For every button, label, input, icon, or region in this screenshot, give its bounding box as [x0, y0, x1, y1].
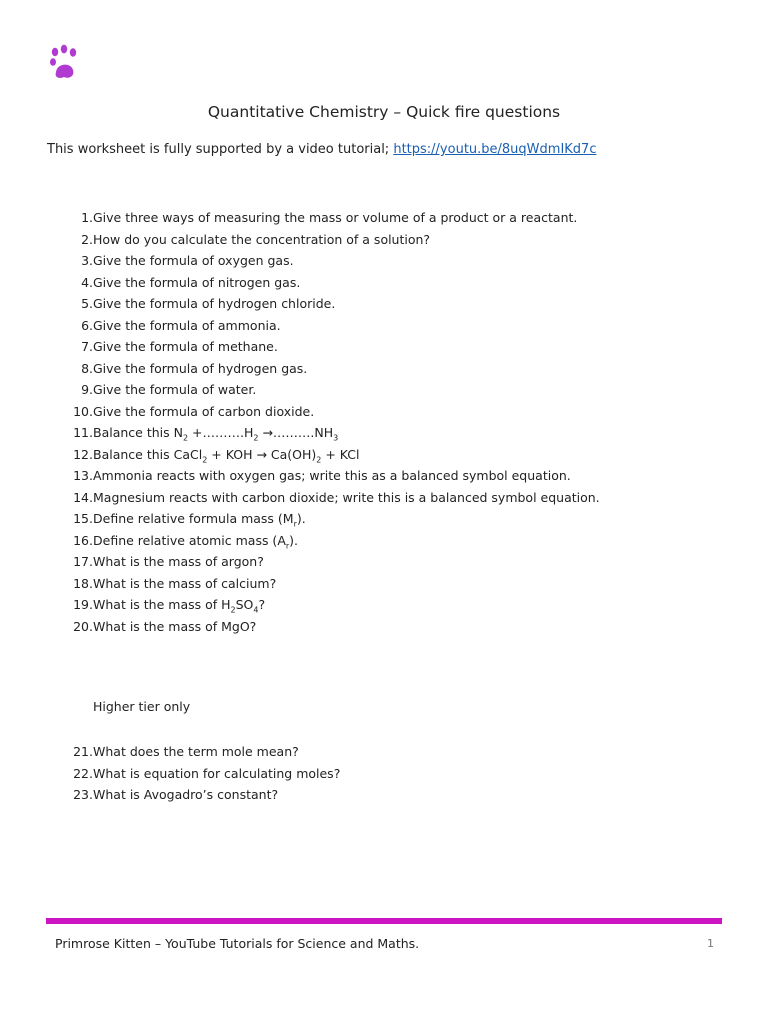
text-run: →……….NH [258, 425, 334, 440]
footer-divider [46, 918, 722, 924]
question-text [93, 422, 338, 444]
question-text: Give the formula of water. [93, 382, 257, 397]
question-number: 6. [81, 317, 93, 333]
question-number: 10. [73, 403, 93, 419]
question-item [60, 293, 600, 315]
question-text [93, 594, 265, 616]
question-item [60, 336, 600, 358]
higher-question-list [60, 741, 340, 806]
question-text: Give the formula of oxygen gas. [93, 253, 294, 268]
question-number: 12. [73, 446, 93, 462]
subscript: 3 [333, 433, 339, 443]
text-run: ? [258, 597, 266, 612]
question-text: How do you calculate the concentration of a solution? [93, 231, 431, 247]
question-item [60, 551, 600, 573]
intro-text: This worksheet is fully supported by a video tutorial; [47, 142, 394, 157]
question-number: 18. [73, 575, 93, 591]
question-number: 11. [73, 425, 93, 440]
question-number: 5. [81, 296, 93, 311]
question-text: What is the mass of MgO? [93, 618, 257, 634]
question-item [60, 272, 600, 294]
question-number: 14. [73, 489, 93, 505]
question-number: 1. [81, 210, 93, 225]
question-number: 9. [81, 382, 93, 397]
question-item [60, 616, 600, 638]
question-number: 8. [81, 360, 93, 376]
text-run: Balance this N [93, 425, 183, 440]
question-number: 3. [81, 253, 93, 268]
question-item [60, 250, 600, 272]
subscript: r [293, 519, 297, 529]
question-number: 19. [73, 597, 93, 612]
question-text: Give three ways of measuring the mass or volume of a product or a reactant. [93, 210, 578, 225]
subscript: 2 [253, 433, 259, 443]
page-title: Quantitative Chemistry – Quick fire questions [207, 103, 561, 121]
text-run: +……….H [188, 425, 254, 440]
question-text: What is the mass of argon? [93, 554, 264, 569]
question-item [60, 229, 600, 251]
question-item [60, 784, 340, 806]
question-text: Magnesium reacts with carbon dioxide; write this is a balanced symbol equation. [93, 489, 600, 505]
question-number: 7. [81, 339, 93, 354]
question-item [60, 573, 600, 595]
higher-tier-heading: Higher tier only [93, 699, 191, 714]
question-item [60, 465, 600, 487]
question-number: 20. [73, 618, 93, 634]
question-item [60, 508, 600, 530]
question-text: What is equation for calculating moles? [93, 765, 341, 781]
page-number: 1 [707, 937, 714, 950]
footer-text: Primrose Kitten – YouTube Tutorials for Science and Maths. [55, 936, 420, 951]
video-tutorial-link[interactable]: https://youtu.be/8uqWdmIKd7c [393, 142, 597, 157]
question-item [60, 594, 600, 616]
question-item [60, 422, 600, 444]
question-text: Give the formula of hydrogen chloride. [93, 296, 336, 311]
question-item [60, 401, 600, 423]
question-item [60, 530, 600, 552]
question-item [60, 207, 600, 229]
question-text: Give the formula of nitrogen gas. [93, 274, 301, 290]
text-run: Balance this CaCl [93, 446, 203, 462]
text-run: + KOH → Ca(OH) [207, 446, 317, 462]
subscript: 2 [230, 605, 236, 615]
paw-print-logo-icon [48, 44, 80, 82]
subscript: 4 [253, 605, 259, 615]
question-text: Ammonia reacts with oxygen gas; write this as a balanced symbol equation. [93, 468, 571, 483]
question-text [93, 530, 298, 552]
question-number: 2. [81, 231, 93, 247]
question-text: What does the term mole mean? [93, 744, 299, 759]
question-number: 16. [73, 532, 93, 548]
subscript: r [285, 541, 290, 550]
question-number: 22. [73, 765, 93, 781]
question-item [60, 763, 340, 785]
question-item [60, 444, 600, 466]
question-text [93, 444, 360, 466]
question-list [60, 207, 600, 637]
question-number: 13. [73, 468, 93, 483]
question-number: 15. [73, 511, 93, 526]
question-text: What is Avogadro’s constant? [93, 787, 279, 802]
question-item [60, 358, 600, 380]
question-number: 17. [73, 554, 93, 569]
question-item [60, 315, 600, 337]
text-run: + KCl [321, 446, 360, 462]
text-run: What is the mass of H [93, 597, 231, 612]
question-item [60, 487, 600, 509]
question-text: Give the formula of methane. [93, 339, 278, 354]
question-text: What is the mass of calcium? [93, 575, 277, 591]
question-number: 21. [73, 744, 93, 759]
question-item [60, 741, 340, 763]
text-run: Define relative atomic mass (A [93, 532, 286, 548]
question-number: 4. [81, 274, 93, 290]
text-run: ). [296, 511, 306, 526]
text-run: SO [235, 597, 254, 612]
subscript: 2 [182, 433, 189, 443]
question-text [93, 508, 306, 530]
question-item [60, 379, 600, 401]
text-run: ). [289, 532, 299, 548]
intro-line [47, 142, 596, 157]
question-text: Give the formula of ammonia. [93, 317, 281, 333]
text-run: Define relative formula mass (M [93, 511, 294, 526]
question-number: 23. [73, 787, 93, 802]
subscript: 2 [202, 455, 208, 464]
subscript: 2 [316, 455, 322, 464]
question-text: Give the formula of carbon dioxide. [93, 403, 315, 419]
question-text: Give the formula of hydrogen gas. [93, 360, 308, 376]
